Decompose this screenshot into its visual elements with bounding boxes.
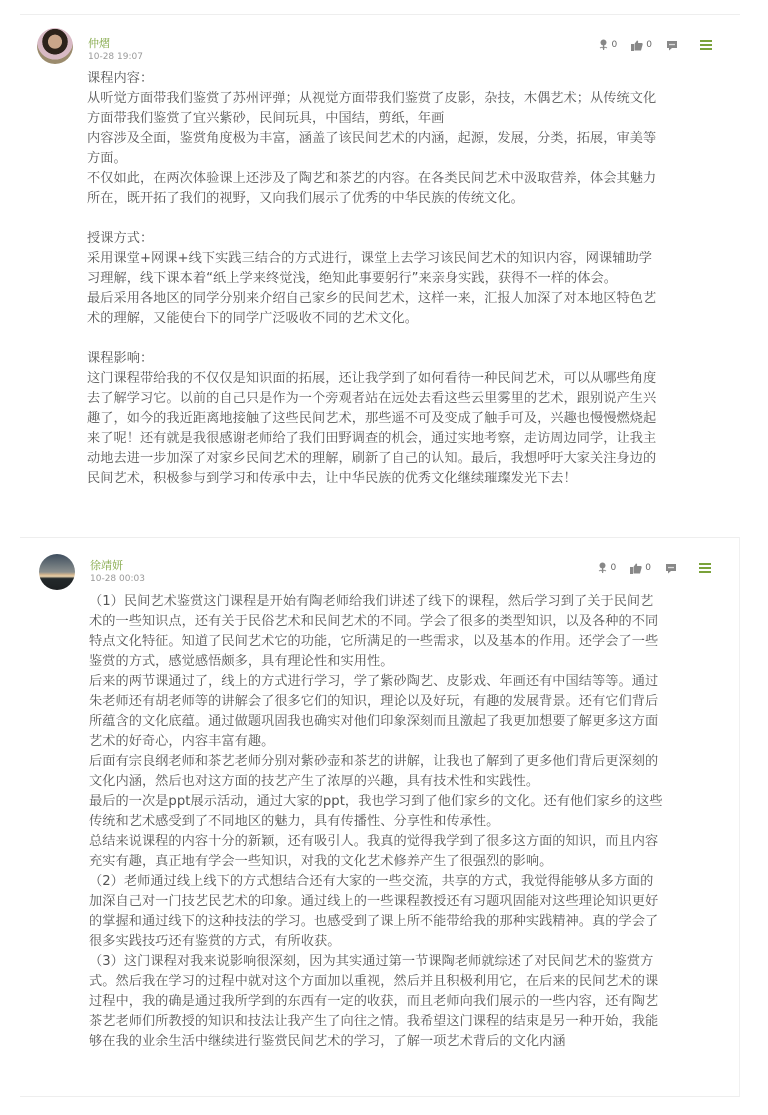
body-line: 来了呢！还有就是我很感谢老师给了我们田野调查的机会，通过实地考察，走访周边同学，让我主 [87, 431, 657, 446]
body-line: 特点文化特征。知道了民间艺术它的功能，它所满足的一些需求，以及基本的作用。还学会了一些 [89, 634, 659, 649]
body-line: 动地去进一步加深了对家乡民间艺术的理解，刷新了自己的认知。最后，我想呼吁大家关注身边的 [87, 451, 657, 466]
body-line: 加深自己对一门技艺民艺术的印象。通过线上的一些课程教授还有习题巩固能对这些理论知识更好 [89, 894, 659, 909]
body-line: 内容涉及全面，鉴赏角度极为丰富，涵盖了该民间艺术的内涵，起源，发展，分类，拓展，审美等 [87, 131, 657, 146]
paragraph-gap [87, 329, 727, 349]
avatar[interactable] [37, 28, 73, 64]
comment-body [87, 69, 727, 489]
flower-count: 0 [611, 40, 618, 50]
body-line: 文化内涵，然后也对这方面的技艺产生了浓厚的兴趣，具有技术性和实践性。 [89, 774, 540, 789]
comment-actions [583, 560, 711, 576]
avatar[interactable] [39, 554, 75, 590]
thumbs-up-icon [630, 563, 642, 574]
body-line: 所在，既开拓了我们的视野，又向我们展示了优秀的中华民族的传统文化。 [87, 191, 524, 206]
comment-button[interactable] [666, 40, 678, 51]
username[interactable]: 徐靖妍 [90, 559, 123, 572]
comment-icon [666, 40, 678, 51]
comment-button[interactable] [665, 563, 677, 574]
comment-actions [584, 37, 712, 53]
like-button[interactable] [631, 40, 652, 51]
timestamp: 10-28 19:07 [88, 52, 143, 62]
paragraph-gap [87, 209, 727, 229]
body-line: 够在我的业余生活中继续进行鉴赏民间艺术的学习，了解一项艺术背后的文化内涵 [89, 1034, 566, 1049]
comment-card [20, 14, 740, 534]
body-line: 后面有宗良纲老师和茶艺老师分别对紫砂壶和茶艺的讲解，让我也了解到了更多他们背后更深刻的 [89, 754, 659, 769]
body-line: 艺术的好奇心，内容丰富有趣。 [89, 734, 275, 749]
body-line: 从听觉方面带我们鉴赏了苏州评弹；从视觉方面带我们鉴赏了皮影，杂技，木偶艺术；从传统文化 [87, 91, 657, 106]
like-count: 0 [645, 563, 651, 573]
body-line: 课程内容： [87, 71, 154, 86]
username[interactable]: 仲熠 [88, 37, 110, 50]
body-line: 很多实践技巧还有鉴赏的方式，有所收获。 [89, 934, 341, 949]
body-line: 方面带我们鉴赏了宜兴紫砂，民间玩具，中国结，剪纸，年画 [87, 111, 445, 126]
body-line: 最后的一次是ppt展示活动，通过大家的ppt，我也学习到了他们家乡的文化。还有他们家乡的这些 [89, 794, 663, 809]
menu-icon[interactable] [699, 561, 711, 575]
body-line: 方面。 [87, 151, 127, 166]
body-line: 总结来说课程的内容十分的新颖，还有吸引人。我真的觉得我学到了很多这方面的知识，而且内容 [89, 834, 659, 849]
body-line: 术的一些知识点，还有关于民俗艺术和民间艺术的不同。学会了很多的类型知识，以及各种的不同 [89, 614, 659, 629]
like-button[interactable] [630, 563, 651, 574]
body-line: 茶艺老师们所教授的知识和技法让我产生了向往之情。我希望这门课程的结束是另一种开始，我能 [89, 1014, 659, 1029]
body-line: 充实有趣，真正地有学会一些知识，对我的文化艺术修养产生了很强烈的影响。 [89, 854, 553, 869]
body-line: （1）民间艺术鉴赏这门课程是开始有陶老师给我们讲述了线下的课程，然后学习到了关于民间艺 [89, 594, 654, 609]
body-line: 采用课堂+网课+线下实践三结合的方式进行，课堂上去学习该民间艺术的知识内容，网课辅助学 [87, 251, 652, 266]
body-line: 习理解，线下课本着“纸上学来终觉浅，绝知此事要躬行”来亲身实践，获得不一样的体会。 [87, 271, 618, 286]
body-line: 这门课程带给我的不仅仅是知识面的拓展，还让我学到了如何看待一种民间艺术，可以从哪些角度 [87, 371, 657, 386]
body-line: （3）这门课程对我来说影响很深刻，因为其实通过第一节课陶老师就综述了对民间艺术的鉴赏方 [89, 954, 654, 969]
body-line: 术的理解，又能使台下的同学广泛吸收不同的艺术文化。 [87, 311, 418, 326]
body-line: 最后采用各地区的同学分别来介绍自己家乡的民间艺术，这样一来，汇报人加深了对本地区特色艺 [87, 291, 657, 306]
flower-button[interactable] [598, 39, 618, 51]
like-count: 0 [646, 40, 652, 50]
comment-icon [665, 563, 677, 574]
body-line: 授课方式： [87, 231, 154, 246]
flower-count: 0 [610, 563, 617, 573]
body-line: 趣了，如今的我近距离地接触了这些民间艺术，那些遥不可及变成了触手可及，兴趣也慢慢燃烧起 [87, 411, 657, 426]
body-line: 去了解学习它。以前的自己只是作为一个旁观者站在远处去看这些云里雾里的艺术，跟别说产生兴 [87, 391, 657, 406]
menu-icon[interactable] [700, 38, 712, 52]
body-line: 后来的两节课通过了，线上的方式进行学习，学了紫砂陶艺、皮影戏、年画还有中国结等等。通过 [89, 674, 659, 689]
flower-button[interactable] [597, 562, 617, 574]
body-line: 鉴赏的方式，感觉感悟颇多，具有理论性和实用性。 [89, 654, 394, 669]
body-line: 朱老师还有胡老师等的讲解会了很多它们的知识，理论以及好玩，有趣的发展背景。还有它们背后 [89, 694, 659, 709]
thumbs-up-icon [631, 40, 643, 51]
flower-icon [598, 39, 609, 51]
body-line: （2）老师通过线上线下的方式想结合还有大家的一些交流，共享的方式，我觉得能够从多方面的 [89, 874, 654, 889]
body-line: 课程影响： [87, 351, 154, 366]
body-line: 过程中，我的确是通过我所学到的东西有一定的收获，而且老师向我们展示的一些内容，还有陶艺 [89, 994, 659, 1009]
body-line: 所蕴含的文化底蕴。通过做题巩固我也确实对他们印象深刻而且激起了我更加想要了解更多这方面 [89, 714, 659, 729]
body-line: 不仅如此，在两次体验课上还涉及了陶艺和茶艺的内容。在各类民间艺术中汲取营养，体会其魅力 [87, 171, 657, 186]
flower-icon [597, 562, 608, 574]
comment-body [89, 592, 729, 1052]
comment-card [20, 537, 740, 1097]
body-line: 传统和艺术感受到了不同地区的魅力，具有传播性、分享性和传承性。 [89, 814, 500, 829]
body-line: 式。然后我在学习的过程中就对这个方面加以重视，然后并且积极利用它，在后来的民间艺术的课 [89, 974, 659, 989]
body-line: 的掌握和通过线下的这种技法的学习。也感受到了课上所不能带给我的那种实践精神。真的学会了 [89, 914, 659, 929]
body-line: 民间艺术，积极参与到学习和传承中去，让中华民族的优秀文化继续璀璨发光下去！ [87, 471, 577, 486]
timestamp: 10-28 00:03 [90, 574, 145, 584]
